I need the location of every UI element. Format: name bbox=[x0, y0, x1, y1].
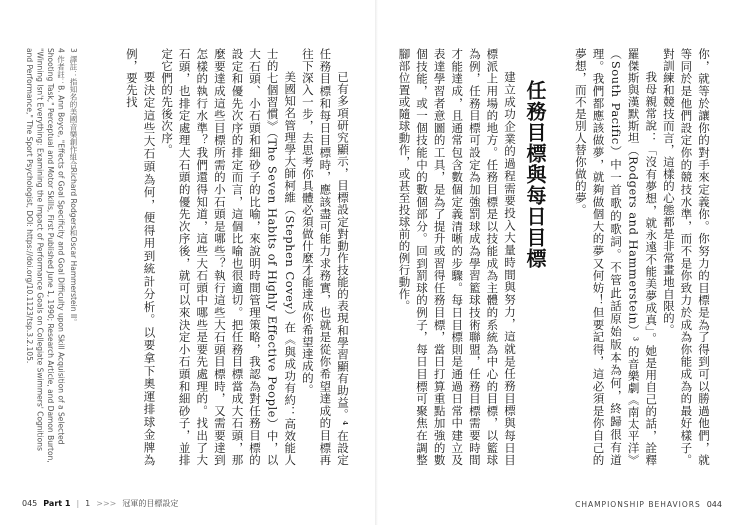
part-label: Part 1 bbox=[43, 499, 71, 508]
chapter-title: 冠軍的目標設定 bbox=[122, 499, 179, 508]
left-body bbox=[83, 48, 351, 466]
right-footer bbox=[575, 500, 722, 509]
chapter-number: 1 bbox=[85, 499, 91, 508]
paragraph: 要決定這些大石頭為何，便得用到統計分析。以要拿下奧運排球金牌為例，要先找 bbox=[124, 48, 157, 466]
running-title: CHAMPIONSHIP BEHAVIORS bbox=[575, 500, 701, 509]
page-number: 044 bbox=[706, 500, 722, 509]
separator: >>> bbox=[96, 499, 117, 508]
paragraph: 建立成功企業的過程需要投入大量時間與努力，這就是任務目標與每日目標派上用場的地方。任務目標是以技能成為主體的系統為中心的目標，以籃球為例，任務目標可設定為加強罰球成為學習籃球技術聯盟，任務目標需要時間才能達成，且通常包含數個定義清晰的步驟。每日目標則是通過日常中建立及表達學習者意圖的工具，是為了提升或習得任務目標，當日打算重點加強的數個技能，或一個技能中的數個部分。回到罰球的例子，每日目標可聚焦在調整腳部位置或隨球動作，或甚至投球前的例行動作。 bbox=[397, 48, 517, 466]
separator: | bbox=[76, 499, 80, 508]
section-heading: 任務目標與每日目標 bbox=[523, 80, 547, 269]
right-body-bottom bbox=[397, 48, 518, 466]
footnote: 3 譯註：指知名的美國音樂創作組合Richard Rodgers和Oscar Hammerstein II。 bbox=[69, 48, 78, 326]
paragraph: 你，就等於讓你的對手來定義你。你努力的目標是為了得到可以勝過他們，就等同於是他們設定你的競技水準，而不是你致力於成為你能成為的最好樣子。對訓練和競技而言，這樣的心態都是非常畫地自限的。 bbox=[661, 48, 711, 466]
paragraph: 我母親常說：「沒有夢想，就永遠不能美夢成真」。她是用自己的話，詮釋羅傑斯與漢默斯坦（Rodgers and Hammerstein）³ 的音樂劇《南太平洋》（South Pacific）中一首歌的歌詞。不管此話原始版本為何，終歸很有道理。我們都應該做夢，就夠做個大的夢又何妨！但要記得，這必須是你自己的夢想，而不是別人替你做的夢。 bbox=[573, 48, 659, 466]
paragraph: 美國知名管理學大師柯維（Stephen Covey）在《與成功有約：高效能人士的七個習慣》（The Seven Habits of Highly Effective People）中，以大石頭、小石頭和細砂子的比喻，來說明時間管理策略，我認為對任務目標的設定和優先次序的排定而言，這個比喻也很適切。把任務目標當成大石頭，那麼要達成這些目標所需的小石頭是哪些？執行這些大石頭目標時，又需要達到怎樣的執行水準？我們還得知道，這些大石頭中哪些是要先處理的。找出了大石頭，也排定處理大石頭的優先次序後，就可以來決定小石頭和細砂子，並排定它們的先後次序。 bbox=[160, 48, 298, 466]
page-number: 045 bbox=[22, 499, 38, 508]
footnote: 4 作者註：B. Ann Boyce, "Effects of Goal Specificity and Goal Difficulty upon Skill Acquisition of a Selected Shooting Task," Perceptual and Motor Skills, First Published June 1, 1990; Research Article, and Damon Burton, "Winning Isn't Everything: Examining the Impact of Performance Goals on Collegiate Swimmers' Cognitions and Performance," The Sport Psychologist, DOI: https://doi.org/10.1123/tsp.3.2.105. bbox=[25, 48, 66, 463]
right-page bbox=[375, 0, 750, 525]
right-body-top bbox=[562, 48, 712, 466]
footnotes bbox=[22, 48, 78, 466]
left-footer bbox=[22, 498, 178, 509]
paragraph: 已有多項研究顯示，目標設定對動作技能的表現和學習顯有助益。⁴ 在設定任務目標和每日目標時，應該盡可能力求務實，也就是從你希望達成的目標再往下深入一步，去思考你具體必須做什麼才能達成你希望達成的。 bbox=[300, 48, 350, 466]
